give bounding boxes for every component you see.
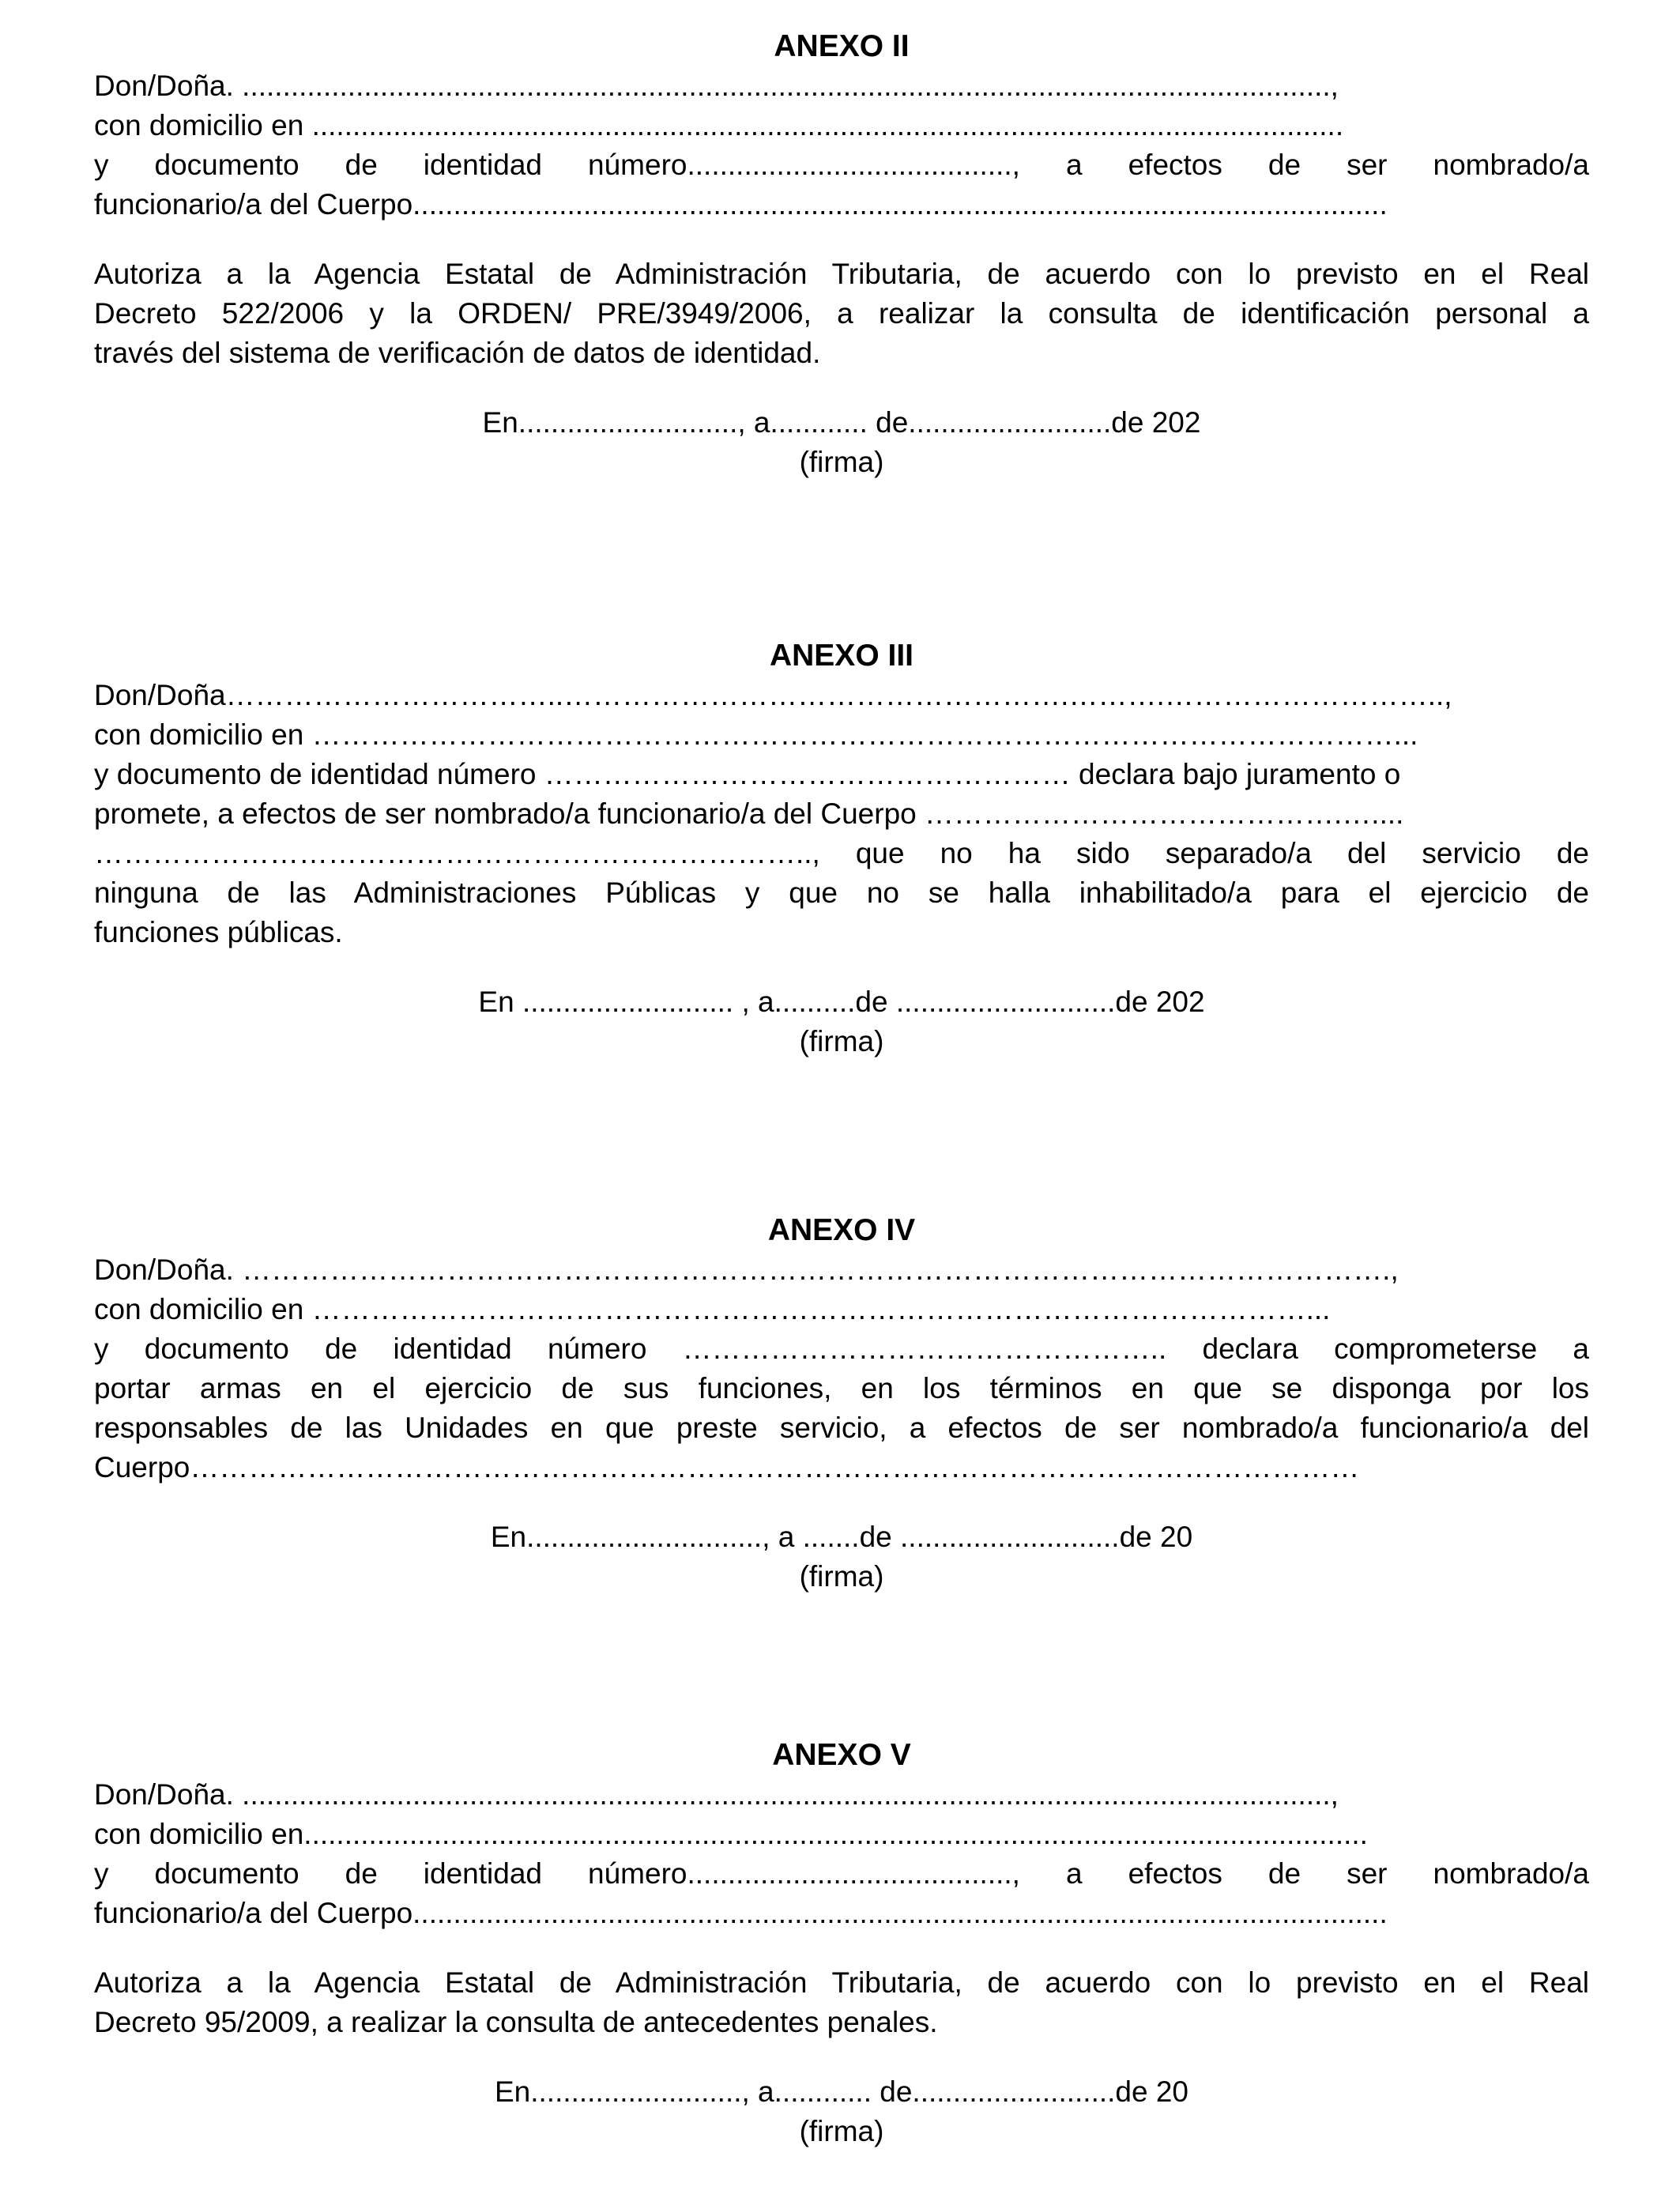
signature-block	[94, 2072, 1589, 2151]
address-line: con domicilio en …………………………………………………………………………………………………...	[94, 718, 1418, 751]
declaration-line: funciones públicas.	[94, 916, 343, 948]
id-number-line: y documento de identidad número ………………………………………….. declara comprometerse a	[94, 1333, 1589, 1365]
place-date-line: En..........................., a............ de.........................de 202	[482, 406, 1201, 439]
commitment-line: portar armas en el ejercicio de sus funciones, en los términos en que se disponga por los	[94, 1372, 1589, 1404]
signature-block	[94, 1517, 1589, 1596]
authorization-paragraph	[94, 254, 1589, 373]
annex-fields	[94, 676, 1589, 952]
authorization-paragraph	[94, 1963, 1589, 2042]
commitment-line: responsables de las Unidades en que preste servicio, a efectos de ser nombrado/a funcionario/a del	[94, 1412, 1589, 1444]
annex-title: ANEXO III	[769, 639, 914, 673]
name-line: Don/Doña. ......................................................................................................................................,	[94, 70, 1339, 102]
annex-title: ANEXO IV	[767, 1213, 916, 1247]
signature-label: (firma)	[799, 446, 884, 478]
paragraph-line: Autoriza a la Agencia Estatal de Administración Tributaria, de acuerdo con lo previsto en el Real	[94, 1966, 1589, 1999]
signature-label: (firma)	[799, 1025, 884, 1057]
annex-5	[94, 1736, 1589, 2151]
place-date-line: En.........................., a............ de.........................de 20	[494, 2075, 1189, 2108]
annex-fields	[94, 1775, 1589, 1933]
annex-title: ANEXO II	[774, 29, 910, 63]
id-number-line: y documento de identidad número........................................, a efectos de ser nombrado/a	[94, 1857, 1589, 1890]
id-number-line: y documento de identidad número........................................, a efectos de ser nombrado/a	[94, 149, 1589, 181]
paragraph-line: Autoriza a la Agencia Estatal de Administración Tributaria, de acuerdo con lo previsto en el Real	[94, 258, 1589, 290]
address-line: con domicilio en …………………………………………………………………………………………...	[94, 1293, 1331, 1325]
signature-block	[94, 403, 1589, 482]
signature-label: (firma)	[799, 2115, 884, 2147]
paragraph-line: Decreto 522/2006 y la ORDEN/ PRE/3949/2006, a realizar la consulta de identificación personal a	[94, 297, 1589, 330]
place-date-line: En .......................... , a..........de ...........................de 202	[478, 986, 1205, 1018]
address-line: con domicilio en ...............................................................................................................................	[94, 109, 1344, 141]
name-line: Don/Doña……………………………..…………………………………………….……….………………………..,	[94, 679, 1452, 711]
declaration-line: ……………………………………………………………….., que no ha sido separado/a del servicio de	[94, 837, 1589, 869]
annex-fields	[94, 66, 1589, 224]
corps-line: funcionario/a del Cuerpo........................................................................................................................	[94, 1897, 1388, 1929]
declaration-line: ninguna de las Administraciones Públicas y que no se halla inhabilitado/a para el ejercicio de	[94, 876, 1589, 909]
address-line: con domicilio en...................................................................................................................................	[94, 1818, 1368, 1850]
annex-2	[94, 27, 1589, 482]
annex-fields	[94, 1250, 1589, 1487]
name-line: Don/Doña. ……………………………………………………………………………………………………….,	[94, 1253, 1399, 1286]
corps-line: funcionario/a del Cuerpo........................................................................................................................	[94, 188, 1388, 221]
name-line: Don/Doña. ......................................................................................................................................,	[94, 1778, 1339, 1811]
corps-line: promete, a efectos de ser nombrado/a funcionario/a del Cuerpo …………………………………….…....	[94, 797, 1404, 830]
id-number-line: y documento de identidad número ……………………………………………… declara bajo juramento o	[94, 758, 1401, 790]
signature-block	[94, 982, 1589, 1061]
paragraph-line: Decreto 95/2009, a realizar la consulta de antecedentes penales.	[94, 2006, 938, 2038]
annex-4	[94, 1211, 1589, 1596]
place-date-line: En............................., a .......de ...........................de 20	[490, 1521, 1193, 1553]
paragraph-line: través del sistema de verificación de datos de identidad.	[94, 337, 821, 369]
annex-3	[94, 636, 1589, 1061]
corps-line: Cuerpo…………………………………………………………………………………………………………	[94, 1451, 1360, 1483]
signature-label: (firma)	[799, 1560, 884, 1593]
annex-title: ANEXO V	[772, 1738, 911, 1772]
